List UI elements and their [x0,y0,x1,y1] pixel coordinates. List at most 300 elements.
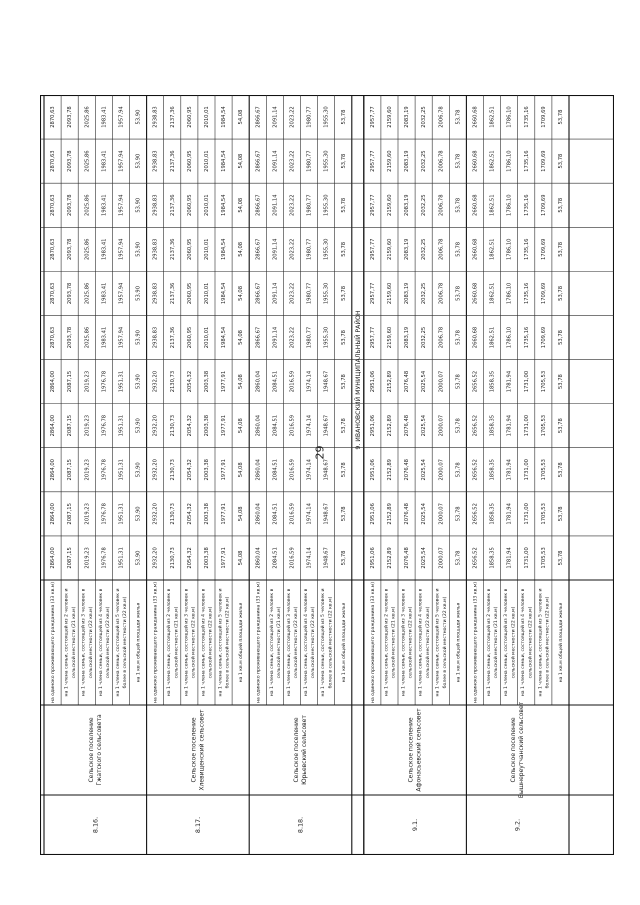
value-cell: 1731,00 [523,370,530,393]
value-cell: 1731,00 [523,503,530,525]
value-cell: 1862,51 [489,194,496,216]
value-cell: 1705,53 [540,503,547,525]
value-cell: 2137,36 [169,326,176,349]
value-cell: 2656,52 [472,370,479,393]
value-cell: 2032,25 [421,282,428,305]
value-cell: 2091,14 [272,238,279,261]
value-cell: 2083,19 [404,238,411,261]
row-label: на 1 члена семьи, состоящей из 2 человек в [167,588,173,697]
value-cell: 2003,38 [203,459,210,481]
value-cell: 2660,68 [472,106,479,128]
value-cell: 2016,59 [289,503,296,525]
value-cell: 1955,30 [323,238,330,261]
value-cell: 1957,94 [118,150,125,172]
page-number: 29 [313,445,327,459]
value-cell: 53,78 [340,550,347,566]
value-cell: 1984,54 [221,106,228,128]
value-cell: 53,90 [135,550,142,566]
value-cell: 2060,95 [186,194,193,216]
value-cell: 2093,78 [67,326,74,349]
value-cell: 1957,94 [118,106,125,128]
value-cell: 1786,10 [506,282,513,305]
value-cell: 2660,68 [472,194,479,216]
value-cell: 1948,67 [323,414,330,437]
value-cell: 2938,83 [152,238,159,261]
value-cell: 1984,54 [221,194,228,216]
value-cell: 2159,60 [386,282,393,305]
settlement-name-line: Сельское поселение [407,717,415,783]
value-cell: 1786,10 [506,326,513,349]
value-cell: 2660,68 [472,238,479,261]
value-cell: 2019,23 [84,370,91,393]
value-cell: 1709,69 [540,238,547,261]
value-cell: 2060,95 [186,150,193,172]
value-cell: 1957,94 [118,326,125,349]
value-cell: 2087,15 [67,414,74,437]
value-cell: 1984,54 [221,282,228,305]
value-cell: 2010,01 [203,106,210,128]
value-cell: 53,78 [340,506,347,522]
value-cell: 2938,83 [152,150,159,172]
value-cell: 1974,14 [306,370,313,393]
value-cell: 1983,41 [101,150,108,172]
value-cell: 53,78 [455,109,462,125]
value-cell: 2932,20 [152,370,159,393]
value-cell: 2137,36 [169,194,176,216]
value-cell: 2006,78 [438,150,445,172]
value-cell: 2860,04 [255,414,262,437]
value-cell: 2093,78 [67,238,74,261]
value-cell: 2152,89 [386,547,393,569]
row-label: на одиноко проживающего гражданина (33 кв.м) [473,581,479,704]
row-label: на 1 члена семьи, состоящей из 5 человек и [218,588,224,697]
value-cell: 2025,54 [421,547,428,569]
value-cell: 2025,86 [84,150,91,172]
value-cell: 2006,78 [438,238,445,261]
value-cell: 2076,48 [404,370,411,393]
value-cell: 2016,59 [289,547,296,569]
value-cell: 2137,36 [169,150,176,172]
value-cell: 1951,31 [118,370,125,393]
row-label: на 1 члена семьи, состоящей из 5 человек и [321,588,327,697]
value-cell: 2870,63 [50,326,57,349]
value-cell: 53,78 [455,418,462,434]
value-cell: 1705,53 [540,370,547,393]
value-cell: 2032,25 [421,106,428,128]
value-cell: 53,78 [557,374,564,390]
value-cell: 1983,41 [101,106,108,128]
value-cell: 2000,07 [438,503,445,525]
value-cell: 1858,35 [489,547,496,569]
value-cell: 2083,19 [404,150,411,172]
row-label: более в сельской местности (22 кв.м) [123,596,129,689]
value-cell: 2137,36 [169,238,176,261]
value-cell: 1786,10 [506,238,513,261]
row-label: сельской местности (21 кв.м) [391,606,397,679]
value-cell: 2864,00 [50,370,57,393]
row-label: на 1 члена семьи, состоящей из 2 человек и [64,588,70,697]
value-cell: 1731,00 [523,414,530,437]
row-label: более в сельской местности (22 кв.м) [225,596,231,689]
value-cell: 2152,89 [386,503,393,525]
value-cell: 2091,14 [272,194,279,216]
value-cell: 2016,59 [289,414,296,437]
value-cell: 2152,89 [386,370,393,393]
value-cell: 2032,25 [421,326,428,349]
value-cell: 2006,78 [438,106,445,128]
group-number: 9.1. [411,818,420,832]
value-cell: 2864,00 [50,459,57,481]
value-cell: 1977,91 [221,414,228,437]
value-cell: 1983,41 [101,194,108,216]
value-cell: 53,78 [557,241,564,257]
value-cell: 53,78 [557,462,564,478]
value-cell: 2083,19 [404,194,411,216]
value-cell: 2032,25 [421,150,428,172]
row-label: сельской местности (21 кв.м) [494,606,500,679]
value-cell: 2019,23 [84,503,91,525]
value-cell: 53,78 [557,109,564,125]
value-cell: 2159,60 [386,106,393,128]
value-cell: 2010,01 [203,282,210,305]
value-cell: 2060,95 [186,282,193,305]
value-cell: 2032,25 [421,194,428,216]
tariff-table-svg [40,95,614,855]
value-cell: 1955,30 [323,282,330,305]
value-cell: 1705,53 [540,459,547,481]
row-label: сельской местности (22 кв.м) [311,606,317,679]
value-cell: 2938,83 [152,282,159,305]
row-label: на 1 члена семьи, состоящей из 4 человек в [303,588,309,697]
value-cell: 2093,78 [67,150,74,172]
row-label: более в сельской местности (22 кв.м) [328,596,334,689]
row-label: сельской местности (21 кв.м) [276,606,282,679]
value-cell: 53,78 [557,153,564,169]
value-cell: 53,78 [557,550,564,566]
value-cell: 2023,22 [289,106,296,128]
value-cell: 1709,69 [540,282,547,305]
value-cell: 2091,14 [272,106,279,128]
value-cell: 2932,20 [152,547,159,569]
value-cell: 53,78 [340,153,347,169]
value-cell: 2866,67 [255,282,262,305]
value-cell: 1709,69 [540,106,547,128]
value-cell: 2003,38 [203,370,210,393]
value-cell: 2000,07 [438,459,445,481]
value-cell: 2084,51 [272,370,279,393]
section-title: 9. ИВАНОВСКИЙ МУНИЦИПАЛЬНЫЙ РАЙОН [354,310,362,450]
value-cell: 1955,30 [323,106,330,128]
value-cell: 1983,41 [101,326,108,349]
value-cell: 2938,83 [152,194,159,216]
value-cell: 1951,31 [118,414,125,437]
value-cell: 2951,06 [369,370,376,393]
row-label: на 1 члена семьи, состоящей из 3 человек в [81,588,87,697]
value-cell: 53,78 [455,506,462,522]
group-number: 9.2. [513,818,522,832]
value-cell: 1781,94 [506,547,513,569]
value-cell: 1786,10 [506,150,513,172]
value-cell: 2091,14 [272,326,279,349]
value-cell: 2025,86 [84,194,91,216]
value-cell: 2957,77 [369,106,376,128]
value-cell: 2093,78 [67,106,74,128]
value-cell: 53,78 [455,374,462,390]
value-cell: 1948,67 [323,547,330,569]
value-cell: 2864,00 [50,414,57,437]
value-cell: 2159,60 [386,238,393,261]
value-cell: 53,78 [340,285,347,301]
value-cell: 2084,51 [272,547,279,569]
value-cell: 1955,30 [323,326,330,349]
value-cell: 2054,32 [186,459,193,481]
value-cell: 1957,94 [118,238,125,261]
value-cell: 54,08 [238,506,245,522]
value-cell: 54,08 [238,109,245,125]
value-cell: 53,78 [340,109,347,125]
value-cell: 1974,14 [306,414,313,437]
value-cell: 2076,48 [404,547,411,569]
value-cell: 1974,14 [306,547,313,569]
row-label: сельской местности (22 кв.м) [105,606,111,679]
value-cell: 2003,38 [203,503,210,525]
row-label: на 1 члена семьи, состоящей из 3 человек в [401,588,407,697]
value-cell: 2951,06 [369,459,376,481]
value-cell: 2660,68 [472,282,479,305]
row-label: сельской местности (22 кв.м) [191,606,197,679]
value-cell: 1951,31 [118,547,125,569]
value-cell: 2938,83 [152,326,159,349]
value-cell: 1735,16 [523,106,530,128]
value-cell: 2003,38 [203,547,210,569]
value-cell: 53,78 [455,330,462,345]
value-cell: 2091,14 [272,150,279,172]
value-cell: 2060,95 [186,106,193,128]
value-cell: 1858,35 [489,414,496,437]
value-cell: 53,78 [340,462,347,478]
row-label: сельской местности (22 кв.м) [208,606,214,679]
value-cell: 53,90 [135,506,142,522]
value-cell: 2130,73 [169,459,176,481]
value-cell: 2130,73 [169,503,176,525]
value-cell: 1951,31 [118,503,125,525]
value-cell: 1976,78 [101,459,108,481]
row-label: на 1 члена семьи, состоящей из 5 человек и [435,588,441,697]
value-cell: 53,78 [557,285,564,301]
value-cell: 2860,04 [255,459,262,481]
value-cell: 2010,01 [203,238,210,261]
value-cell: 2054,32 [186,503,193,525]
value-cell: 1781,94 [506,503,513,525]
value-cell: 1984,54 [221,150,228,172]
value-cell: 2000,07 [438,370,445,393]
value-cell: 2864,00 [50,547,57,569]
value-cell: 2083,19 [404,282,411,305]
row-label: на 1 кв.м общей площади жилья [341,602,347,683]
value-cell: 53,78 [340,330,347,345]
value-cell: 2159,60 [386,150,393,172]
value-cell: 2025,54 [421,503,428,525]
group-number: 8.17. [193,816,202,834]
value-cell: 2152,89 [386,414,393,437]
value-cell: 2025,86 [84,106,91,128]
value-cell: 1948,67 [323,459,330,481]
settlement-name-line: Сельское поселение [510,717,518,783]
value-cell: 2866,67 [255,238,262,261]
value-cell: 1709,69 [540,194,547,216]
value-cell: 54,08 [238,550,245,566]
value-cell: 2076,48 [404,414,411,437]
value-cell: 2951,06 [369,414,376,437]
row-label: на 1 члена семьи, состоящей из 4 человек в [521,588,527,697]
value-cell: 1858,35 [489,370,496,393]
value-cell: 53,90 [135,197,142,213]
value-cell: 1976,78 [101,503,108,525]
value-cell: 2023,22 [289,326,296,349]
row-label: на 1 члена семьи, состоящей из 2 человек в [384,588,390,697]
value-cell: 2866,67 [255,150,262,172]
row-label: на 1 члена семьи, состоящей из 3 человек в [184,588,190,697]
value-cell: 2083,19 [404,106,411,128]
value-cell: 1705,53 [540,547,547,569]
value-cell: 1974,14 [306,459,313,481]
value-cell: 1980,77 [306,150,313,172]
value-cell: 2054,32 [186,547,193,569]
value-cell: 2023,22 [289,194,296,216]
value-cell: 2137,36 [169,282,176,305]
value-cell: 2860,04 [255,547,262,569]
row-label: на одиноко проживающего гражданина (33 кв.м) [153,581,159,704]
value-cell: 2025,86 [84,326,91,349]
value-cell: 2870,63 [50,106,57,128]
value-cell: 2054,32 [186,414,193,437]
value-cell: 2006,78 [438,326,445,349]
row-label: на 1 члена семьи, состоящей из 5 человек и [115,588,121,697]
value-cell: 1980,77 [306,282,313,305]
value-cell: 1731,00 [523,459,530,481]
settlement-name-line: Сельское поселение [293,717,300,783]
value-cell: 1709,69 [540,150,547,172]
value-cell: 54,08 [238,241,245,257]
value-cell: 2019,23 [84,459,91,481]
value-cell: 2870,63 [50,194,57,216]
value-cell: 2087,15 [67,547,74,569]
value-cell: 53,90 [135,241,142,257]
row-label: на 1 члена семьи, состоящей из 4 человек в [201,588,207,697]
value-cell: 2660,68 [472,150,479,172]
value-cell: 2866,67 [255,194,262,216]
value-cell: 1781,94 [506,459,513,481]
value-cell: 2656,52 [472,547,479,569]
row-label: сельской местности (22 кв.м) [408,606,414,679]
value-cell: 1858,35 [489,459,496,481]
value-cell: 53,78 [455,241,462,257]
value-cell: 54,08 [238,197,245,213]
settlement-name-line: Хлевищенский сельсовет [198,709,206,791]
row-label: на 1 кв.м общей площади жилья [456,602,462,683]
value-cell: 2087,15 [67,370,74,393]
value-cell: 2130,73 [169,414,176,437]
settlement-name-line: Гжатского сельсовета [95,714,103,786]
value-cell: 2000,07 [438,414,445,437]
value-cell: 2860,04 [255,503,262,525]
value-cell: 1976,78 [101,547,108,569]
value-cell: 1948,67 [323,503,330,525]
row-label: сельской местности (22 кв.м) [88,606,94,679]
value-cell: 1858,35 [489,503,496,525]
value-cell: 1976,78 [101,370,108,393]
value-cell: 2025,54 [421,459,428,481]
value-cell: 2003,38 [203,414,210,437]
value-cell: 2932,20 [152,459,159,481]
row-label: на 1 кв.м общей площади жилья [136,602,142,683]
value-cell: 2084,51 [272,414,279,437]
row-label: сельской местности (22 кв.м) [294,606,300,679]
value-cell: 2000,07 [438,547,445,569]
value-cell: 1983,41 [101,282,108,305]
value-cell: 2152,89 [386,459,393,481]
settlement-name-line: Сельское поселение [190,717,198,783]
value-cell: 2656,52 [472,414,479,437]
value-cell: 2076,48 [404,459,411,481]
value-cell: 2864,00 [50,503,57,525]
value-cell: 2006,78 [438,282,445,305]
rotated-table [40,95,614,855]
value-cell: 2093,78 [67,194,74,216]
value-cell: 1862,51 [489,106,496,128]
row-label: сельской местности (22 кв.м) [425,606,431,679]
value-cell: 2951,06 [369,503,376,525]
value-cell: 2932,20 [152,503,159,525]
value-cell: 2025,54 [421,414,428,437]
value-cell: 2957,77 [369,282,376,305]
value-cell: 2054,32 [186,370,193,393]
value-cell: 1735,16 [523,282,530,305]
value-cell: 54,08 [238,418,245,434]
value-cell: 2016,59 [289,370,296,393]
value-cell: 1974,14 [306,503,313,525]
value-cell: 1786,10 [506,106,513,128]
value-cell: 1781,94 [506,414,513,437]
value-cell: 2159,60 [386,194,393,216]
value-cell: 2957,77 [369,150,376,172]
row-label: на 1 члена семьи, состоящей из 4 человек в [418,588,424,697]
value-cell: 2951,06 [369,547,376,569]
value-cell: 1980,77 [306,326,313,349]
value-cell: 1957,94 [118,194,125,216]
value-cell: 1977,91 [221,547,228,569]
value-cell: 54,08 [238,374,245,390]
settlement-name-line: Афонасьевский сельсовет [415,708,423,792]
value-cell: 2091,14 [272,282,279,305]
value-cell: 1948,67 [323,370,330,393]
value-cell: 53,78 [455,462,462,478]
value-cell: 2938,83 [152,106,159,128]
value-cell: 2032,25 [421,238,428,261]
value-cell: 53,78 [340,197,347,213]
value-cell: 54,08 [238,153,245,169]
value-cell: 2076,48 [404,503,411,525]
value-cell: 2656,52 [472,459,479,481]
value-cell: 53,78 [455,153,462,169]
value-cell: 1980,77 [306,194,313,216]
value-cell: 53,90 [135,462,142,478]
value-cell: 53,78 [557,330,564,345]
value-cell: 2019,23 [84,547,91,569]
value-cell: 1977,91 [221,459,228,481]
value-cell: 53,78 [557,506,564,522]
value-cell: 53,78 [455,550,462,566]
